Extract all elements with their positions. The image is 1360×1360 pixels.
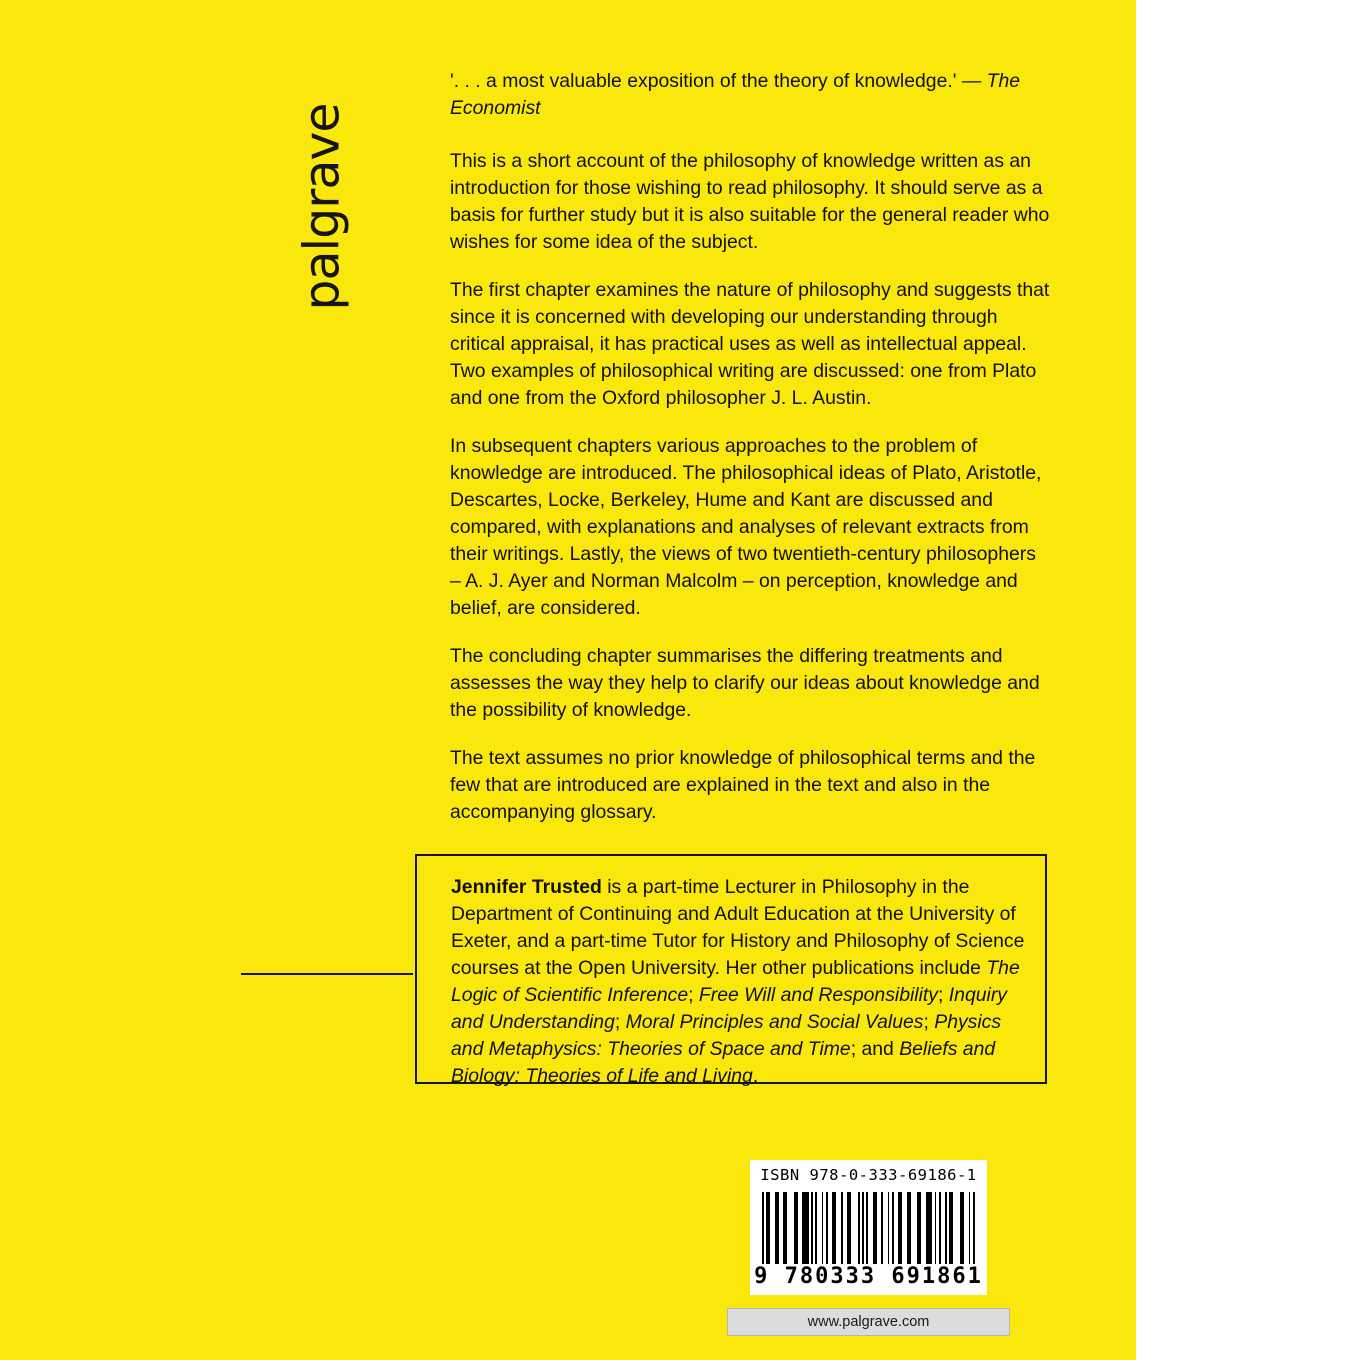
publication-separator: ; and bbox=[850, 1038, 900, 1060]
isbn-barcode bbox=[750, 1160, 987, 1295]
publication-end-period: . bbox=[752, 1065, 759, 1087]
spine-divider-rule bbox=[241, 973, 413, 975]
blurb-paragraph: The first chapter examines the nature of philosophy and suggests that since it is concerned with developing our understanding through critical appraisal, it has practical uses as well as intellectual appeal. Two examples of philosophical writing are discussed: one from Plato and one from the Oxford philosopher J. L. Austin. bbox=[450, 279, 1050, 409]
blurb-paragraph: The text assumes no prior knowledge of philosophical terms and the few that are introduced are explained in the text and also in the accompanying glossary. bbox=[450, 747, 1036, 823]
publication-title: Beliefs and Biology: Theories of Life and Living bbox=[451, 1038, 996, 1087]
author-bio-paragraph bbox=[451, 874, 1025, 1090]
publication-separator: ; bbox=[614, 1011, 626, 1033]
ean-digits-label: 9 780333 691861 bbox=[754, 1264, 983, 1289]
publication-title: Physics and Metaphysics: Theories of Space and Time bbox=[451, 1011, 1002, 1060]
publication-title: Inquiry and Understanding bbox=[451, 984, 1007, 1033]
author-bio-box bbox=[415, 854, 1047, 1087]
blurb-paragraph: The concluding chapter summarises the differing treatments and assesses the way they help to clarify our ideas about knowledge and the possibility of knowledge. bbox=[450, 645, 1040, 721]
review-quote-text: '. . . a most valuable exposition of the theory of knowledge.' — bbox=[450, 70, 987, 92]
review-quote bbox=[450, 68, 1050, 122]
publisher-website-bar[interactable]: www.palgrave.com bbox=[727, 1308, 1010, 1336]
isbn-number-label: ISBN 978-0-333-69186-1 bbox=[760, 1166, 977, 1184]
palgrave-logo-text: palgrave bbox=[293, 103, 351, 311]
palgrave-logo bbox=[282, 62, 362, 352]
review-quote-source: The Economist bbox=[450, 70, 1021, 119]
author-bio-text: is a part-time Lecturer in Philosophy in the Department of Continuing and Adult Education at the University of Exeter, and a part-time Tutor for History and Philosophy of Science courses at the Open University. Her other publications include bbox=[451, 876, 1025, 979]
publication-title: Moral Principles and Social Values bbox=[625, 1011, 924, 1033]
blurb-text-block bbox=[450, 68, 1050, 847]
barcode-bars bbox=[762, 1192, 975, 1264]
blurb-paragraph: In subsequent chapters various approaches to the problem of knowledge are introduced. The philosophical ideas of Plato, Aristotle, Descartes, Locke, Berkeley, Hume and Kant are discussed and compared, with explanations and analyses of relevant extracts from their writings. Lastly, the views of two twentieth-century philosophers – A. J. Ayer and Norman Malcolm – on perception, knowledge and belief, are considered. bbox=[450, 435, 1042, 619]
publication-title: Free Will and Responsibility bbox=[698, 984, 938, 1006]
author-name: Jennifer Trusted bbox=[451, 876, 602, 898]
publication-separator: ; bbox=[923, 1011, 935, 1033]
publication-separator: ; bbox=[938, 984, 949, 1006]
publication-separator: ; bbox=[688, 984, 699, 1006]
blurb-paragraph: This is a short account of the philosophy of knowledge written as an introduction for those wishing to read philosophy. It should serve as a basis for further study but it is also suitable for the general reader who wishes for some idea of the subject. bbox=[450, 150, 1050, 253]
publication-title: The Logic of Scientific Inference bbox=[451, 957, 1020, 1006]
